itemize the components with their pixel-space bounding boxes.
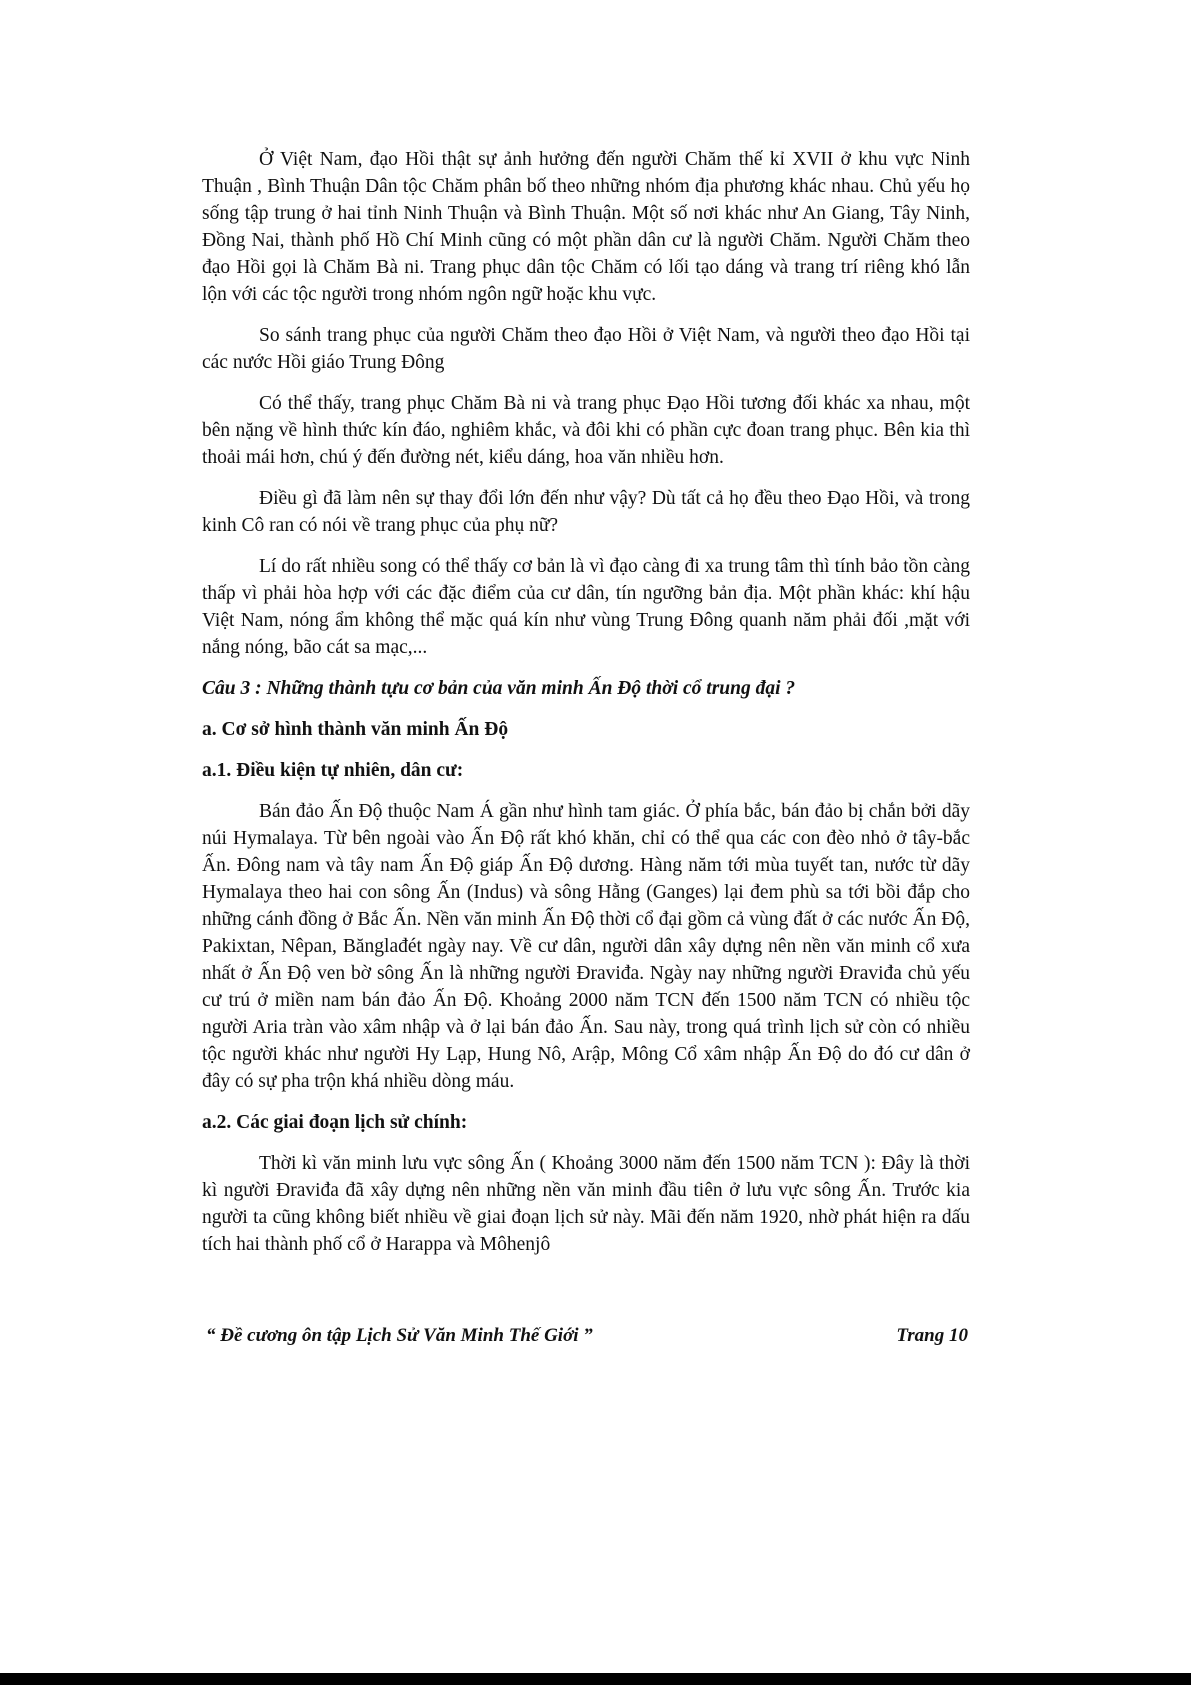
section-heading-a: a. Cơ sở hình thành văn minh Ấn Độ <box>202 719 509 740</box>
section-heading-a1: a.1. Điều kiện tự nhiên, dân cư: <box>202 760 464 781</box>
paragraph-question-change: Điều gì đã làm nên sự thay đổi lớn đến như vậy? Dù tất cả họ đều theo Đạo Hồi, và trong kinh Cô ran có nói về trang phục của phụ nữ? <box>202 488 970 536</box>
page-number: Trang 10 <box>896 1325 968 1346</box>
footer-title: “ Đề cương ôn tập Lịch Sử Văn Minh Thế Giới ” <box>206 1325 593 1346</box>
question-heading: Câu 3 : Những thành tựu cơ bản của văn minh Ấn Độ thời cổ trung đại ? <box>202 678 796 699</box>
paragraph-costume-difference: Có thể thấy, trang phục Chăm Bà ni và trang phục Đạo Hồi tương đối khác xa nhau, một bên nặng về hình thức kín đáo, nghiêm khắc, và đôi khi có phần cực đoan trang phục. Bên kia thì thoải mái hơn, chú ý đến đường nét, kiểu dáng, hoa văn nhiều hơn. <box>202 393 970 468</box>
paragraph-compare-costume: So sánh trang phục của người Chăm theo đạo Hồi ở Việt Nam, và người theo đạo Hồi tại các nước Hồi giáo Trung Đông <box>202 325 970 373</box>
page-footer <box>206 1325 968 1347</box>
paragraph-reasons: Lí do rất nhiều song có thể thấy cơ bản là vì đạo càng đi xa trung tâm thì tính bảo tồn càng thấp vì phải hòa hợp với các đặc điểm của cư dân, tín ngưỡng bản địa. Một phần khác: khí hậu Việt Nam, nóng ẩm không thể mặc quá kín như vùng Trung Đông quanh năm phải đối ,mặt với nắng nóng, bão cát sa mạc,... <box>202 556 970 658</box>
bottom-border <box>0 1673 1191 1685</box>
section-heading-a2: a.2. Các giai đoạn lịch sử chính: <box>202 1112 468 1133</box>
paragraph-cham-islam: Ở Việt Nam, đạo Hồi thật sự ảnh hưởng đến người Chăm thế kỉ XVII ở khu vực Ninh Thuận , Bình Thuận Dân tộc Chăm phân bố theo những nhóm địa phương khác nhau. Chủ yếu họ sống tập trung ở hai tỉnh Ninh Thuận và Bình Thuận. Một số nơi khác như An Giang, Tây Ninh, Đồng Nai, thành phố Hồ Chí Minh cũng có một phần dân cư là người Chăm. Người Chăm theo đạo Hồi gọi là Chăm Bà ni. Trang phục dân tộc Chăm có lối tạo dáng và trang trí riêng khó lẫn lộn với các tộc người trong nhóm ngôn ngữ hoặc khu vực. <box>202 149 970 305</box>
document-body <box>202 146 970 1258</box>
paragraph-indus-period: Thời kì văn minh lưu vực sông Ấn ( Khoảng 3000 năm đến 1500 năm TCN ): Đây là thời kì người Đraviđa đã xây dựng nên những nền văn minh đầu tiên ở lưu vực sông Ấn. Trước kia người ta cũng không biết nhiều về giai đoạn lịch sử này. Mãi đến năm 1920, nhờ phát hiện ra dấu tích hai thành phố cổ ở Harappa và Môhenjô <box>202 1153 970 1255</box>
paragraph-natural-conditions: Bán đảo Ấn Độ thuộc Nam Á gần như hình tam giác. Ở phía bắc, bán đảo bị chắn bởi dãy núi Hymalaya. Từ bên ngoài vào Ấn Độ rất khó khăn, chỉ có thể qua các con đèo nhỏ ở tây-bắc Ấn. Đông nam và tây nam Ấn Độ giáp Ấn Độ dương. Hàng năm tới mùa tuyết tan, nước từ dãy Hymalaya theo hai con sông Ấn (Indus) và sông Hằng (Ganges) lại đem phù sa tới bồi đắp cho những cánh đồng ở Bắc Ấn. Nền văn minh Ấn Độ thời cổ đại gồm cả vùng đất ở các nước Ấn Độ, Pakixtan, Nêpan, Bănglađét ngày nay. Về cư dân, người dân xây dựng nên nền văn minh cổ xưa nhất ở Ấn Độ ven bờ sông Ấn là những người Đraviđa. Ngày nay những người Đraviđa chủ yếu cư trú ở miền nam bán đảo Ấn Độ. Khoảng 2000 năm TCN đến 1500 năm TCN có nhiều tộc người Aria tràn vào xâm nhập và ở lại bán đảo Ấn. Sau này, trong quá trình lịch sử còn có nhiều tộc người khác như người Hy Lạp, Hung Nô, Arập, Mông Cổ xâm nhập Ấn Độ do đó cư dân ở đây có sự pha trộn khá nhiều dòng máu. <box>202 801 970 1092</box>
